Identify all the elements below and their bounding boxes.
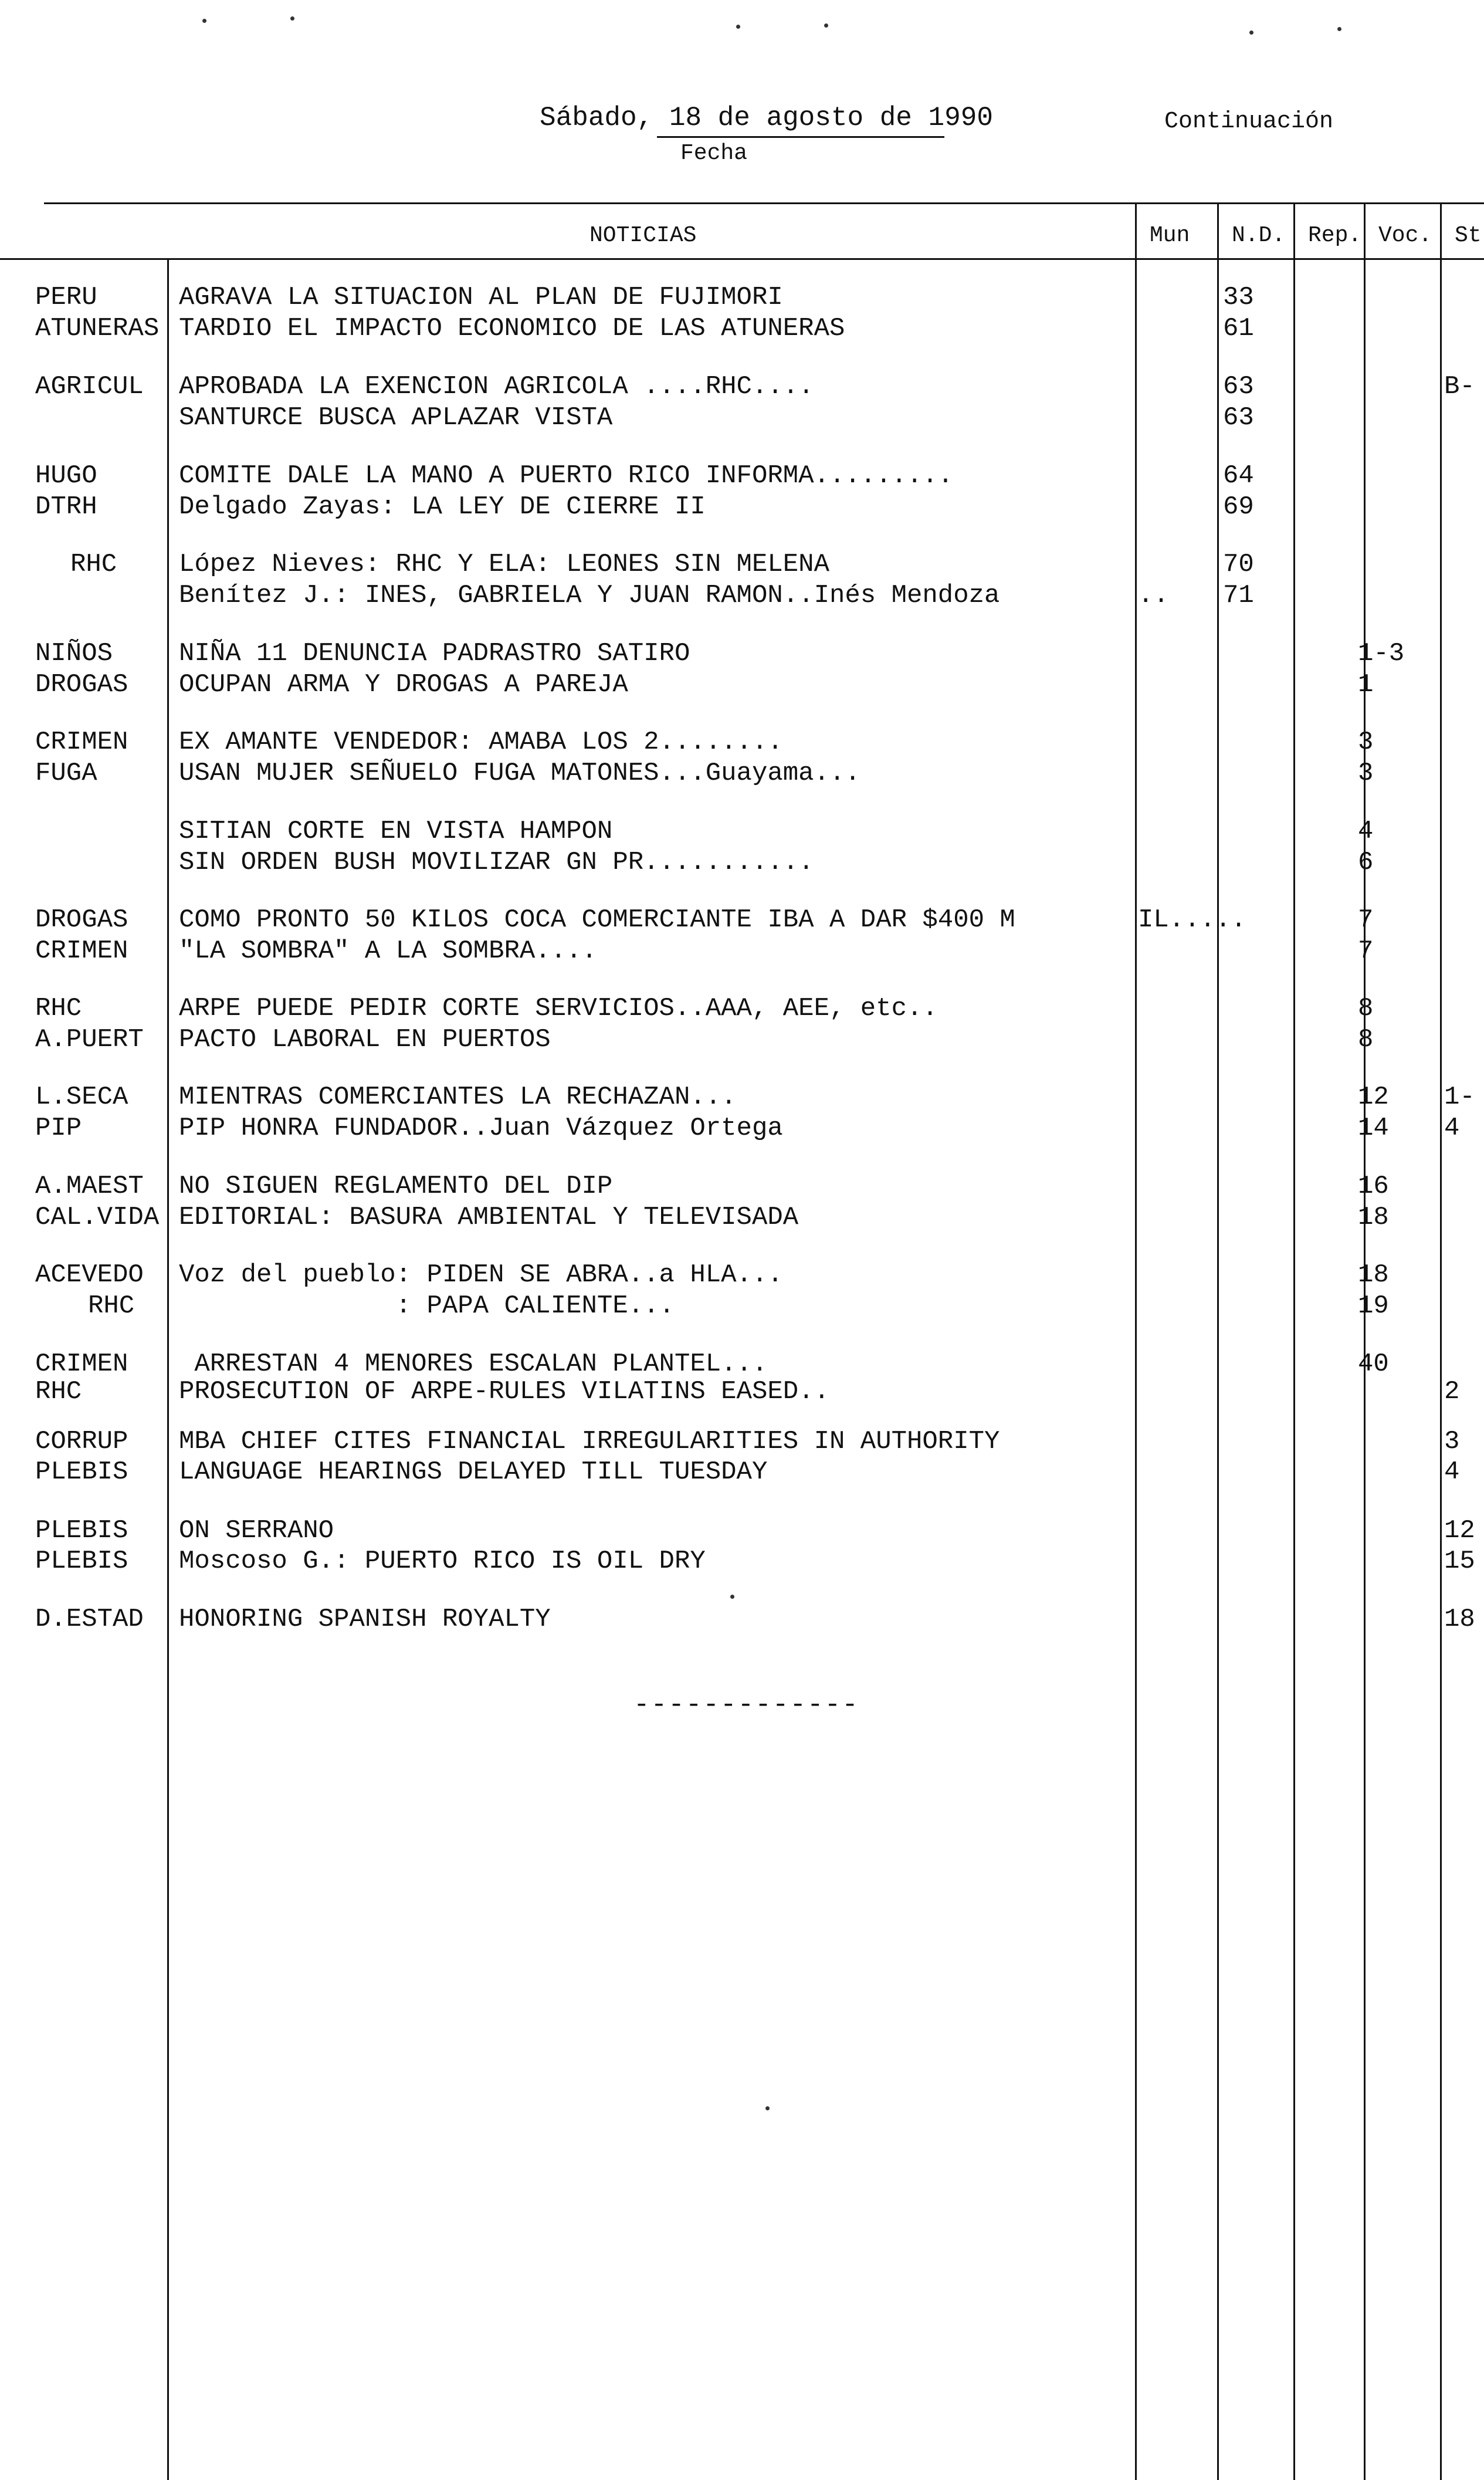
row-st: 4: [1444, 1457, 1460, 1487]
table-row: [0, 313, 1484, 344]
row-headline: AGRAVA LA SITUACION AL PLAN DE FUJIMORI: [179, 283, 783, 312]
table-row: [0, 402, 1484, 434]
scan-speck: [1249, 31, 1253, 35]
divider-rep-voc: [1364, 202, 1366, 2480]
row-category: DROGAS: [35, 905, 128, 935]
row-voc: 7: [1358, 905, 1374, 935]
table-row: [0, 1348, 1484, 1380]
row-headline: APROBADA LA EXENCION AGRICOLA ....RHC....: [179, 372, 814, 401]
row-headline: EX AMANTE VENDEDOR: AMABA LOS 2........: [179, 728, 783, 757]
table-row: [0, 726, 1484, 758]
continuation-label: Continuación: [1164, 109, 1334, 135]
col-head-mun: Mun: [1150, 223, 1190, 248]
date-underline: [657, 136, 944, 138]
row-st: 15: [1444, 1547, 1475, 1576]
col-head-news: NOTICIAS: [589, 223, 697, 248]
table-row: [0, 1259, 1484, 1291]
row-category: PIP: [35, 1114, 82, 1143]
divider-news-mun: [1135, 202, 1137, 2480]
table-row: [0, 1515, 1484, 1547]
row-headline: "LA SOMBRA" A LA SOMBRA....: [179, 936, 597, 966]
row-headline: ON SERRANO: [179, 1516, 334, 1545]
scan-speck: [736, 25, 740, 29]
table-row: [0, 638, 1484, 669]
table-row: [0, 669, 1484, 701]
row-voc: 4: [1358, 817, 1374, 846]
row-category: NIÑOS: [35, 639, 113, 668]
col-head-nd: N.D.: [1232, 223, 1286, 248]
divider-nd-rep: [1293, 202, 1295, 2480]
row-category: CORRUP: [35, 1427, 128, 1456]
col-head-voc: Voc.: [1378, 223, 1432, 248]
table-row: [0, 757, 1484, 789]
row-category: CRIMEN: [35, 728, 128, 757]
scan-speck: [1337, 27, 1341, 31]
row-voc: 8: [1358, 1025, 1374, 1054]
row-voc: 1: [1358, 670, 1374, 699]
header-bottom-rule: [0, 258, 1484, 260]
row-voc: 16: [1358, 1172, 1389, 1201]
row-voc: 1-3: [1358, 639, 1405, 668]
table-row: [0, 1376, 1484, 1408]
row-category: AGRICUL: [35, 372, 144, 401]
row-category: PLEBIS: [35, 1457, 128, 1487]
divider-voc-st: [1440, 202, 1442, 2480]
row-mun: ..: [1138, 581, 1169, 610]
row-category: CRIMEN: [35, 936, 128, 966]
row-category: ACEVEDO: [35, 1260, 144, 1290]
row-headline: OCUPAN ARMA Y DROGAS A PAREJA: [179, 670, 628, 699]
row-category: CRIMEN: [35, 1349, 128, 1379]
row-category: D.ESTAD: [35, 1605, 144, 1634]
row-category: PERU: [35, 283, 97, 312]
row-voc: 7: [1358, 936, 1374, 966]
top-rule: [44, 202, 1484, 204]
table-row: [0, 1603, 1484, 1635]
row-category: RHC: [70, 550, 117, 579]
row-category: DTRH: [35, 492, 97, 522]
table-row: [0, 282, 1484, 313]
row-category: CAL.VIDA: [35, 1203, 160, 1232]
table-row: [0, 1081, 1484, 1113]
row-headline: Benítez J.: INES, GABRIELA Y JUAN RAMON..Inés Mendoza: [179, 581, 1000, 610]
scan-speck: [290, 16, 294, 21]
row-st: 4: [1444, 1114, 1460, 1143]
row-headline: : PAPA CALIENTE...: [179, 1291, 675, 1321]
row-nd: 71: [1223, 581, 1254, 610]
row-headline: MBA CHIEF CITES FINANCIAL IRREGULARITIES IN AUTHORITY: [179, 1427, 1000, 1456]
col-head-rep: Rep.: [1308, 223, 1362, 248]
row-category: DROGAS: [35, 670, 128, 699]
row-headline: USAN MUJER SEÑUELO FUGA MATONES...Guayama...: [179, 759, 860, 788]
row-category: RHC: [35, 1377, 82, 1406]
row-category: HUGO: [35, 461, 97, 490]
row-headline: EDITORIAL: BASURA AMBIENTAL Y TELEVISADA: [179, 1203, 799, 1232]
row-nd: 69: [1223, 492, 1254, 522]
row-headline: MIENTRAS COMERCIANTES LA RECHAZAN...: [179, 1082, 737, 1112]
row-category: A.PUERT: [35, 1025, 144, 1054]
row-st: B-: [1444, 372, 1475, 401]
table-row: [0, 1426, 1484, 1457]
scan-speck: [202, 19, 206, 23]
end-separator: -------------: [633, 1690, 859, 1720]
table-row: [0, 816, 1484, 847]
row-voc: 40: [1358, 1349, 1389, 1379]
row-voc: 3: [1358, 759, 1374, 788]
table-row: [0, 580, 1484, 611]
row-headline: COMO PRONTO 50 KILOS COCA COMERCIANTE IBA A DAR $400 M: [179, 905, 1015, 935]
row-headline: LANGUAGE HEARINGS DELAYED TILL TUESDAY: [179, 1457, 768, 1487]
table-row: [0, 904, 1484, 936]
divider-mun-nd: [1217, 202, 1219, 2480]
row-headline: SITIAN CORTE EN VISTA HAMPON: [179, 817, 613, 846]
table-row: [0, 371, 1484, 402]
table-row: [0, 1170, 1484, 1202]
row-voc: 6: [1358, 848, 1374, 877]
row-nd: 64: [1223, 461, 1254, 490]
row-headline: NO SIGUEN REGLAMENTO DEL DIP: [179, 1172, 613, 1201]
row-headline: Moscoso G.: PUERTO RICO IS OIL DRY: [179, 1547, 706, 1576]
row-category: PLEBIS: [35, 1547, 128, 1576]
col-head-st: St: [1455, 223, 1482, 248]
table-row: [0, 1112, 1484, 1144]
row-headline: SIN ORDEN BUSH MOVILIZAR GN PR...........: [179, 848, 814, 877]
row-headline: Voz del pueblo: PIDEN SE ABRA..a HLA...: [179, 1260, 783, 1290]
table-row: [0, 1290, 1484, 1322]
table-row: [0, 1202, 1484, 1233]
row-category: RHC: [35, 994, 82, 1023]
row-headline: HONORING SPANISH ROYALTY: [179, 1605, 551, 1634]
row-headline: SANTURCE BUSCA APLAZAR VISTA: [179, 403, 613, 432]
table-row: [0, 1545, 1484, 1577]
scan-speck: [765, 2106, 770, 2110]
row-category: PLEBIS: [35, 1516, 128, 1545]
row-nd: 63: [1223, 372, 1254, 401]
table-row: [0, 935, 1484, 967]
row-headline: PROSECUTION OF ARPE-RULES VILATINS EASED..: [179, 1377, 829, 1406]
row-nd: 63: [1223, 403, 1254, 432]
table-row: [0, 549, 1484, 580]
row-voc: 18: [1358, 1260, 1389, 1290]
row-voc: 3: [1358, 728, 1374, 757]
scan-speck: [824, 23, 828, 28]
table-row: [0, 460, 1484, 492]
row-headline: Delgado Zayas: LA LEY DE CIERRE II: [179, 492, 706, 522]
row-st: 2: [1444, 1377, 1460, 1406]
row-headline: PIP HONRA FUNDADOR..Juan Vázquez Ortega: [179, 1114, 783, 1143]
row-headline: TARDIO EL IMPACTO ECONOMICO DE LAS ATUNERAS: [179, 314, 845, 343]
row-st: 3: [1444, 1427, 1460, 1456]
row-nd: 61: [1223, 314, 1254, 343]
row-category: A.MAEST: [35, 1172, 144, 1201]
table-row: [0, 1024, 1484, 1055]
table-row: [0, 491, 1484, 523]
row-mun: IL.....: [1138, 905, 1246, 935]
row-voc: 12: [1358, 1082, 1389, 1112]
row-category: FUGA: [35, 759, 97, 788]
scan-speck: [730, 1595, 734, 1599]
row-voc: 18: [1358, 1203, 1389, 1232]
row-headline: PACTO LABORAL EN PUERTOS: [179, 1025, 551, 1054]
date-line: Sábado, 18 de agosto de 1990: [540, 103, 993, 133]
row-headline: COMITE DALE LA MANO A PUERTO RICO INFORMA.........: [179, 461, 954, 490]
row-voc: 19: [1358, 1291, 1389, 1321]
date-caption: Fecha: [680, 141, 748, 166]
row-st: 1-: [1444, 1082, 1475, 1112]
row-category: RHC: [88, 1291, 135, 1321]
row-category: L.SECA: [35, 1082, 128, 1112]
table-row: [0, 1456, 1484, 1488]
row-headline: ARRESTAN 4 MENORES ESCALAN PLANTEL...: [179, 1349, 768, 1379]
row-st: 18: [1444, 1605, 1475, 1634]
row-headline: ARPE PUEDE PEDIR CORTE SERVICIOS..AAA, AEE, etc..: [179, 994, 938, 1023]
row-voc: 14: [1358, 1114, 1389, 1143]
row-headline: López Nieves: RHC Y ELA: LEONES SIN MELENA: [179, 550, 829, 579]
row-st: 12: [1444, 1516, 1475, 1545]
row-headline: NIÑA 11 DENUNCIA PADRASTRO SATIRO: [179, 639, 690, 668]
row-category: ATUNERAS: [35, 314, 160, 343]
row-nd: 70: [1223, 550, 1254, 579]
table-row: [0, 993, 1484, 1024]
table-row: [0, 847, 1484, 878]
row-voc: 8: [1358, 994, 1374, 1023]
row-nd: 33: [1223, 283, 1254, 312]
